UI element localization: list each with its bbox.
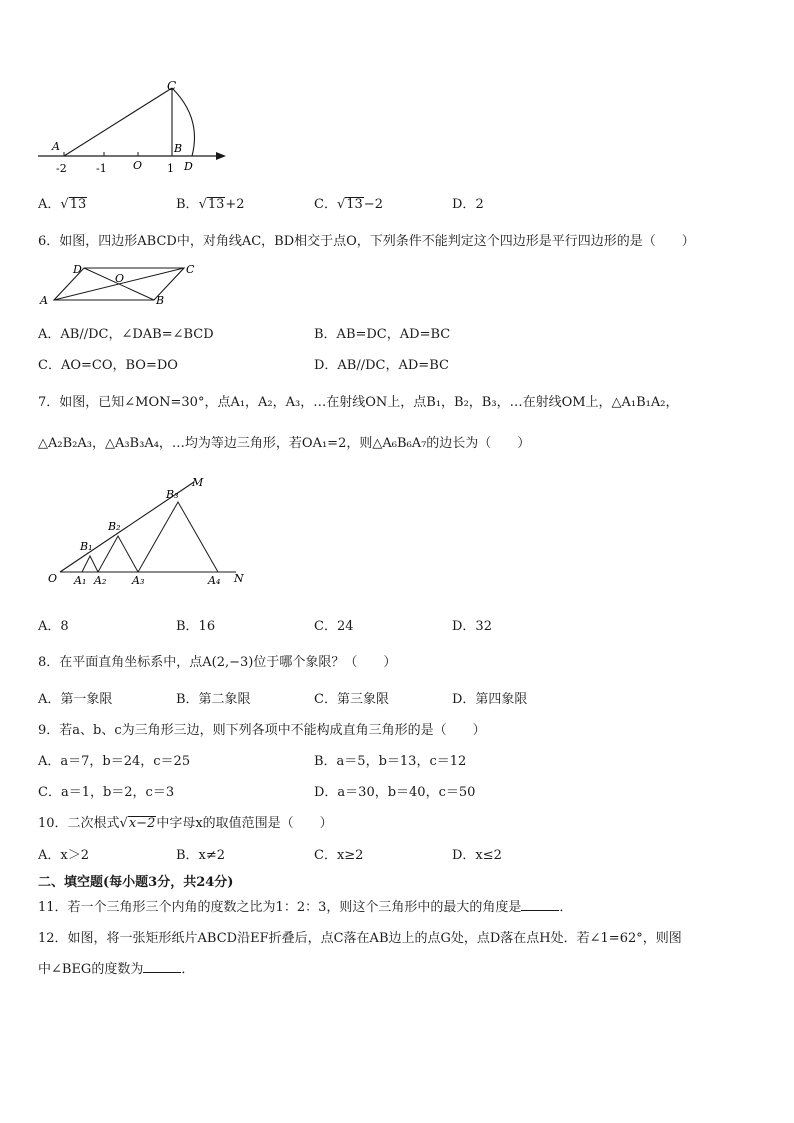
tick-label-minus2: -2 — [56, 162, 67, 175]
q7-option-d: D．32 — [452, 619, 492, 634]
label-a1: A₁ — [74, 574, 87, 587]
q10-option-c: C．x≥2 — [314, 848, 364, 863]
label-c: C — [186, 263, 195, 276]
triangle-1 — [82, 556, 98, 572]
label-a: A — [52, 140, 60, 153]
tick-label-minus1: -1 — [96, 162, 107, 175]
label-b3: B₃ — [166, 488, 179, 501]
q6-option-b: B．AB=DC，AD=BC — [314, 327, 451, 342]
q12-question-line2: 中∠BEG的度数为 ． — [38, 962, 195, 977]
q5-option-c: C．√13−2 — [314, 197, 383, 212]
q5-option-d: D．2 — [452, 197, 484, 212]
q5-option-a: A．√13 — [38, 197, 87, 212]
label-c: C — [167, 79, 177, 93]
triangle-3 — [138, 502, 218, 572]
q5-option-b: B．√13+2 — [176, 197, 245, 212]
q6-option-a: A．AB//DC，∠DAB=∠BCD — [38, 327, 214, 342]
q7-option-c: C．24 — [314, 619, 354, 634]
q10-option-a: A．x＞2 — [38, 848, 89, 863]
label-o: O — [48, 572, 58, 585]
number-line-arrow-icon — [216, 152, 226, 160]
label-o: O — [115, 272, 125, 285]
answer-blank[interactable] — [521, 898, 559, 911]
q9-option-a: A．a＝7，b＝24，c＝25 — [38, 754, 191, 769]
q6-option-d: D．AB//DC，AD=BC — [314, 358, 449, 373]
q7-question-line2: △A₂B₂A₃，△A₃B₃A₄，…均为等边三角形，若OA₁=2，则△A₆B₆A₇的边长为（ ） — [38, 436, 531, 451]
q9-option-b: B．a＝5，b＝13，c＝12 — [314, 754, 467, 769]
q11-question: 11．若一个三角形三个内角的度数之比为1：2：3，则这个三角形中的最大的角度是 ． — [38, 900, 573, 915]
label-b2: B₂ — [108, 520, 121, 533]
q9-option-c: C．a＝1，b＝2，c＝3 — [38, 785, 175, 800]
q9-option-d: D．a＝30，b＝40，c＝50 — [314, 785, 476, 800]
q10-option-b: B．x≠2 — [176, 848, 226, 863]
label-a4: A₄ — [208, 574, 221, 587]
segment-ac — [64, 88, 172, 156]
figure-parallelogram — [38, 262, 198, 306]
label-a: A — [40, 294, 48, 306]
answer-blank[interactable] — [143, 960, 181, 973]
q8-question: 8．在平面直角坐标系中，点A(2,−3)位于哪个象限？（ ） — [38, 655, 397, 670]
label-d: D — [73, 263, 82, 276]
label-a2: A₂ — [94, 574, 107, 587]
label-b: B — [174, 142, 183, 155]
triangle-2 — [98, 536, 138, 572]
label-m: M — [192, 476, 204, 489]
q10-option-d: D．x≤2 — [452, 848, 502, 863]
label-a3: A₃ — [132, 574, 145, 587]
tick-label-1: 1 — [167, 162, 174, 175]
label-b: B — [156, 294, 165, 306]
label-d: D — [184, 160, 193, 173]
q7-option-a: A．8 — [38, 619, 69, 634]
figure-equilateral-triangles — [44, 470, 264, 590]
label-b1: B₁ — [80, 540, 93, 553]
q7-option-b: B．16 — [176, 619, 216, 634]
q8-option-b: B．第二象限 — [176, 692, 251, 707]
label-n: N — [234, 572, 244, 585]
q6-question: 6．如图，四边形ABCD中，对角线AC，BD相交于点O，下列条件不能判定这个四边形是平行四边形的是（ ） — [38, 234, 695, 249]
q6-option-c: C．AO=CO，BO=DO — [38, 358, 178, 373]
q9-question: 9．若a、b、c为三角形三边，则下列各项中不能构成直角三角形的是（ ） — [38, 723, 486, 738]
q8-option-d: D．第四象限 — [452, 692, 528, 707]
q10-question: 10．二次根式√x−2中字母x的取值范围是（ ） — [38, 816, 333, 831]
tick-label-o: O — [133, 159, 143, 172]
q7-question-line1: 7．如图，已知∠MON=30°，点A₁，A₂，A₃，…在射线ON上，点B₁，B₂，B₃，…在射线OM上，△A₁B₁A₂， — [38, 395, 679, 410]
section-heading: 二、填空题(每小题3分，共24分) — [38, 875, 234, 890]
q8-option-a: A．第一象限 — [38, 692, 113, 707]
figure-number-line — [34, 78, 234, 178]
q8-option-c: C．第三象限 — [314, 692, 389, 707]
q12-question-line1: 12．如图，将一张矩形纸片ABCD沿EF折叠后，点C落在AB边上的点G处，点D落在点H处．若∠1=62°，则图 — [38, 931, 682, 946]
